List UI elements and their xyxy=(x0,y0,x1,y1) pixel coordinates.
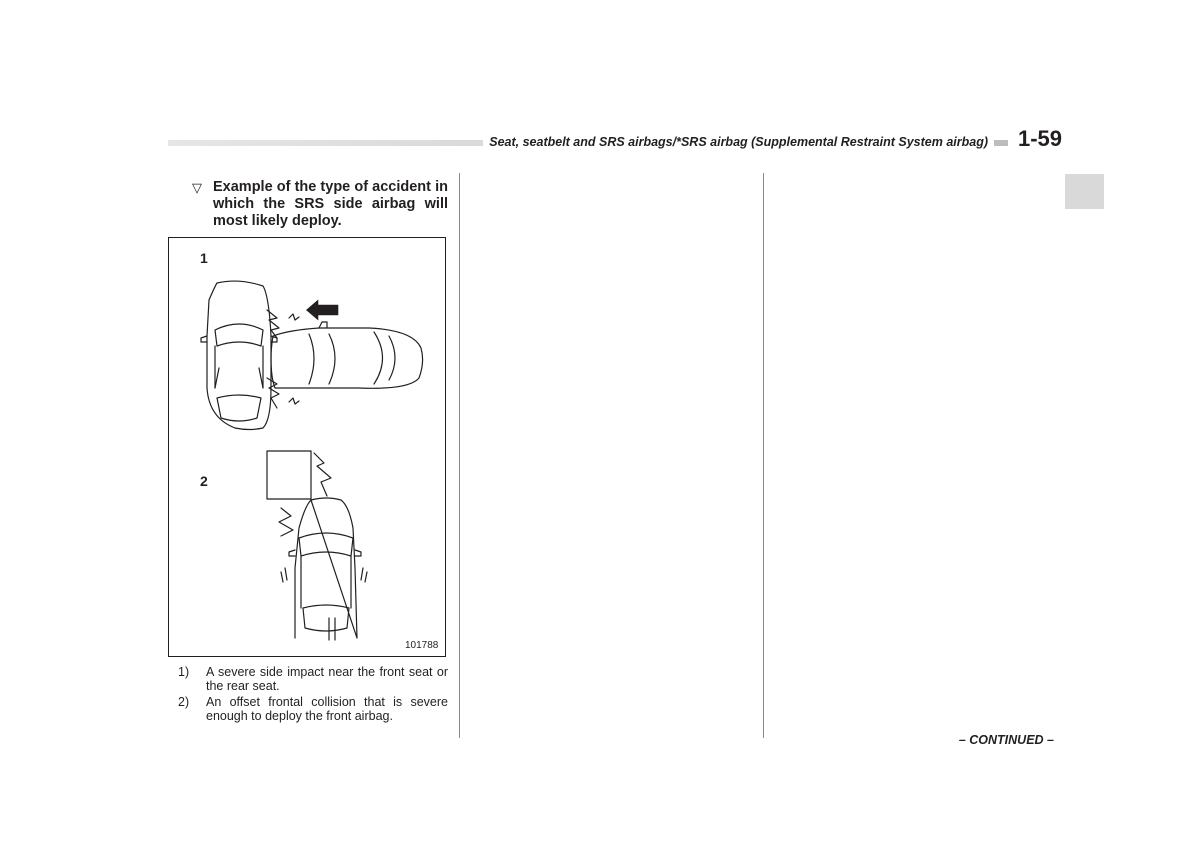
continued-label: – CONTINUED – xyxy=(958,733,1054,747)
figure-captions xyxy=(178,665,448,725)
impact-arrow-icon xyxy=(305,298,339,322)
column-divider-1 xyxy=(459,173,460,738)
column-divider-2 xyxy=(763,173,764,738)
caption-text: An offset frontal collision that is severe enough to deploy the front airbag. xyxy=(206,695,448,723)
section-heading xyxy=(192,179,448,230)
caption-item xyxy=(178,695,448,723)
accident-illustration xyxy=(168,237,446,657)
collision-drawings xyxy=(169,238,447,658)
impact-marks-1 xyxy=(267,310,299,408)
figure-code: 101788 xyxy=(405,640,439,651)
section-title: Seat, seatbelt and SRS airbags/*SRS airbag (Supplemental Restraint System airbag) xyxy=(483,134,994,150)
heading-text: Example of the type of accident in which the SRS side airbag will most likely deploy. xyxy=(213,179,448,229)
impact-marks-2 xyxy=(279,453,331,536)
caption-number: 1) xyxy=(178,665,190,679)
triangle-marker-icon: ▽ xyxy=(192,180,202,195)
caption-text: A severe side impact near the front seat or the rear seat. xyxy=(206,665,448,693)
chapter-tab xyxy=(1065,174,1104,209)
figure-label-1: 1 xyxy=(200,250,208,266)
caption-item xyxy=(178,665,448,693)
page-number: 1-59 xyxy=(1014,125,1062,153)
caption-number: 2) xyxy=(178,695,190,709)
offset-car-vertical xyxy=(281,498,367,640)
striking-car-horizontal xyxy=(271,322,423,388)
figure-label-2: 2 xyxy=(200,473,208,489)
struck-car-vertical xyxy=(201,281,277,429)
barrier-block xyxy=(267,451,311,499)
